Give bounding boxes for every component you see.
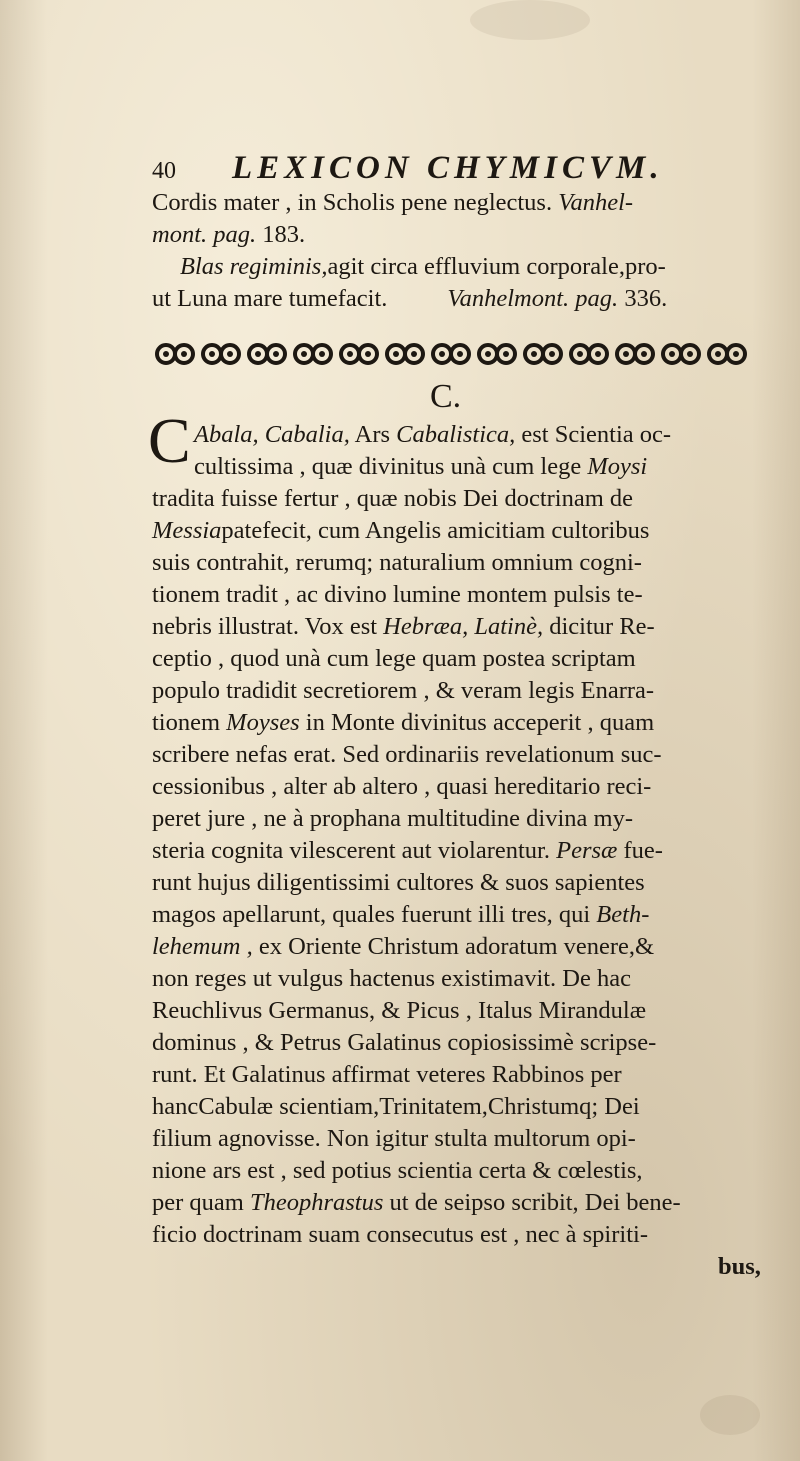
- entry-term: Cabalistica,: [396, 421, 516, 448]
- text-line: filium agnovisse. Non igitur stulta multorum opi-: [152, 1125, 636, 1152]
- proper-name: lehemum ,: [152, 933, 253, 960]
- proper-name: Persæ: [556, 837, 618, 864]
- entry-text: cultissima , quæ divinitus unà cum lege: [194, 453, 588, 480]
- ornament-icon: [569, 338, 609, 370]
- entry-text: magos apellarunt, quales fuerunt illi tres, qui: [152, 901, 597, 928]
- text-line: [194, 420, 671, 450]
- proper-name: Beth-: [596, 901, 650, 928]
- ornament-icon: [523, 338, 563, 370]
- text-line: [152, 220, 305, 250]
- text-line: ficio doctrinam suam consecutus est , nec à spiriti-: [152, 1221, 648, 1248]
- ornament-icon: [385, 338, 425, 370]
- reference: Vanhel-: [558, 189, 634, 216]
- ornament-icon: [201, 338, 241, 370]
- text-line: hancCabulæ scientiam,Trinitatem,Christumq; Dei: [152, 1093, 640, 1120]
- entry-text: steria cognita vilescerent aut violarentur.: [152, 837, 557, 864]
- text-line: runt hujus diligentissimi cultores & suos sapientes: [152, 869, 645, 896]
- entry-term: Blas regiminis,: [180, 253, 328, 280]
- ornament-icon: [339, 338, 379, 370]
- ornament-icon: [661, 338, 701, 370]
- text-line: tionem tradit , ac divino lumine montem pulsis te-: [152, 581, 643, 608]
- proper-name: Hebræa, Latinè,: [383, 613, 544, 640]
- entry-text: ex Oriente Christum adoratum venere,&: [252, 933, 655, 960]
- text-line: scribere nefas erat. Sed ordinariis revelationum suc-: [152, 741, 662, 768]
- entry-text: ut de seipso scribit, Dei bene-: [383, 1189, 681, 1216]
- text-line: nione ars est , sed potius scientia certa & cœlestis,: [152, 1157, 643, 1184]
- text-line: [152, 516, 649, 546]
- ornament-band: [155, 333, 755, 375]
- reference: Vanhelmont. pag.: [447, 285, 619, 312]
- text-line: [152, 188, 633, 218]
- entry-text: nebris illustrat. Vox est: [152, 613, 384, 640]
- text-line: runt. Et Galatinus affirmat veteres Rabbinos per: [152, 1061, 622, 1088]
- entry-text: fue-: [617, 837, 663, 864]
- text-line: [152, 1188, 681, 1218]
- ornament-icon: [247, 338, 287, 370]
- text-line: [152, 900, 649, 930]
- page-ref: 183.: [256, 221, 306, 248]
- text-line: [194, 452, 647, 482]
- text-line: [152, 708, 654, 738]
- page-number: 40: [152, 158, 176, 184]
- text-line: dominus , & Petrus Galatinus copiosissimè scripse-: [152, 1029, 657, 1056]
- entry-text: patefecit, cum Angelis amicitiam cultoribus: [221, 517, 650, 544]
- text-line: suis contrahit, rerumq; naturalium omnium cogni-: [152, 549, 642, 576]
- ornament-icon: [431, 338, 471, 370]
- entry-text: Ars: [349, 421, 397, 448]
- entry-text: per quam: [152, 1189, 250, 1216]
- page-ref: 336.: [618, 285, 668, 312]
- text-line: [180, 252, 666, 282]
- text-line: populo tradidit secretiorem , & veram legis Enarra-: [152, 677, 655, 704]
- text-line: tradita fuisse fertur , quæ nobis Dei doctrinam de: [152, 485, 634, 512]
- ornament-icon: [615, 338, 655, 370]
- drop-cap: C: [148, 405, 191, 476]
- proper-name: Messia: [152, 517, 222, 544]
- text-line: ceptio , quod unà cum lege quam postea scriptam: [152, 645, 636, 672]
- ornament-icon: [707, 338, 747, 370]
- text-line: cessionibus , alter ab altero , quasi hereditario reci-: [152, 773, 652, 800]
- text-line: [152, 612, 655, 642]
- section-heading: C.: [430, 378, 462, 415]
- entry-text: in Monte divinitus acceperit , quam: [299, 709, 655, 736]
- page-header: [152, 150, 712, 190]
- text-line: Reuchlivus Germanus, & Picus , Italus Mirandulæ: [152, 997, 647, 1024]
- entry-text: est Scientia oc-: [515, 421, 672, 448]
- text-line: non reges ut vulgus hactenus existimavit. De hac: [152, 965, 631, 992]
- proper-name: Moysi: [587, 453, 648, 480]
- entry-text: agit circa effluvium corporale,pro-: [327, 253, 666, 280]
- text-line: peret jure , ne à prophana multitudine divina my-: [152, 805, 634, 832]
- proper-name: Moyses: [226, 709, 300, 736]
- proper-name: Theophrastus: [249, 1189, 384, 1216]
- entry-text: Cordis mater , in Scholis pene neglectus.: [152, 189, 559, 216]
- entry-text: tionem: [152, 709, 227, 736]
- text-line: [152, 836, 663, 866]
- paper-stain: [700, 1395, 760, 1435]
- paper-stain: [470, 0, 590, 40]
- entry-text: ut Luna mare tumefacit.: [152, 285, 388, 312]
- ornament-icon: [155, 338, 195, 370]
- ornament-icon: [293, 338, 333, 370]
- reference: mont. pag.: [152, 221, 257, 248]
- catchword: bus,: [718, 1253, 761, 1280]
- ornament-icon: [477, 338, 517, 370]
- text-line: [152, 932, 654, 962]
- entry-text: dicitur Re-: [543, 613, 655, 640]
- running-title: LEXICON CHYMICVM.: [232, 150, 664, 186]
- entry-term: Abala, Cabalia,: [194, 421, 350, 448]
- text-line: [152, 284, 667, 314]
